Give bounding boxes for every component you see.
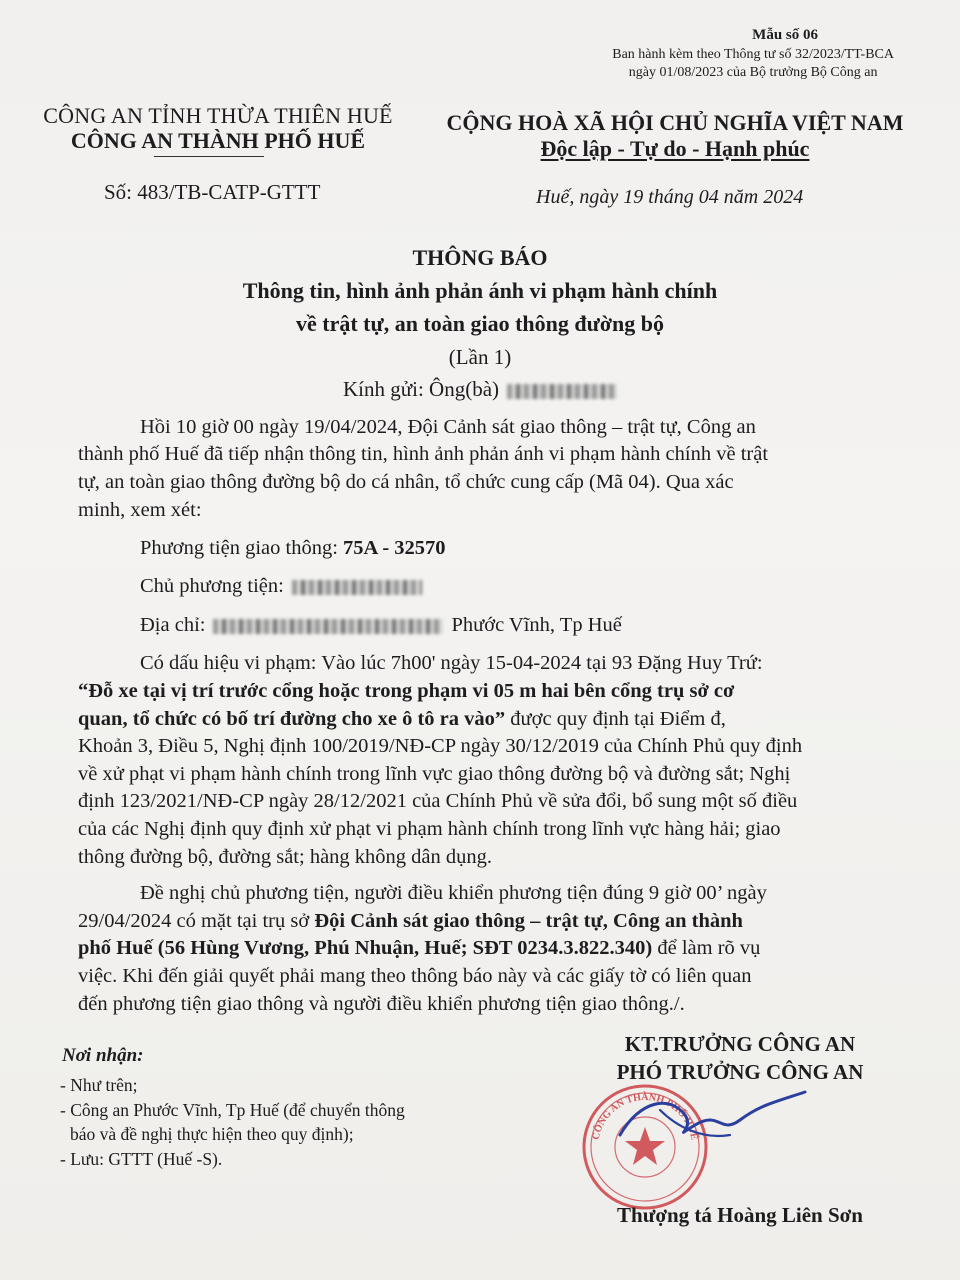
signature-authority: KT.TRƯỞNG CÔNG AN [624,1032,856,1056]
request-line-1: Đề nghị chủ phương tiện, người điều khiển phương tiện đúng 9 giờ 00’ ngày [140,882,767,904]
request-office-address: phố Huế (56 Hùng Vương, Phú Nhuận, Huế; SĐT 0234.3.822.340) [78,937,653,959]
document-subtitle-1: Thông tin, hình ảnh phản ánh vi phạm hành chính [242,278,718,303]
vehicle-label: Phương tiện giao thông: [140,537,344,559]
vehicle-line [140,537,446,560]
form-number: Mẫu số 06 [752,27,818,43]
paragraph-1-line-2: thành phố Huế đã tiếp nhận thông tin, hình ảnh phản ánh vi phạm hành chính về trật [78,443,769,465]
address-label: Địa chỉ: [140,614,206,636]
paragraph-1-line-4: minh, xem xét: [78,499,202,521]
paragraph-1-line-3: tự, an toàn giao thông đường bộ do cá nhân, tổ chức cung cấp (Mã 04). Qua xác [78,471,734,493]
violation-line-4: Khoản 3, Điều 5, Nghị định 100/2019/NĐ-CP ngày 30/12/2019 của Chính Phủ quy định [78,735,803,757]
address-tail: Phước Vĩnh, Tp Huế [451,614,622,636]
agency-parent: CÔNG AN TỈNH THỪA THIÊN HUẾ [43,103,393,128]
request-appear-at: 29/04/2024 có mặt tại trụ sở [78,910,315,932]
request-line-5: đến phương tiện giao thông và người điều khiển phương tiện giao thông./. [78,993,685,1015]
attempt-number: (Lần 1) [448,345,512,369]
request-office: Đội Cảnh sát giao thông – trật tự, Công an thành [314,910,743,932]
recipient-item-2: - Công an Phước Vĩnh, Tp Huế (để chuyển thông [60,1100,405,1120]
request-line-4: việc. Khi đến giải quyết phải mang theo thông báo này và các giấy tờ có liên quan [78,965,752,987]
violation-line-8: thông đường bộ, đường sắt; hàng không dân dụng. [78,846,493,868]
paragraph-1-line-1: Hồi 10 giờ 00 ngày 19/04/2024, Đội Cảnh sát giao thông – trật tự, Công an [140,416,756,438]
recipient-item-2-cont: báo và đề nghị thực hiện theo quy định); [70,1124,354,1144]
violation-line-7: của các Nghị định quy định xử phạt vi phạm hành chính trong lĩnh vực hàng hải; giao [78,818,781,840]
form-issuance-note [612,46,894,82]
form-issuance-line-2: ngày 01/08/2023 của Bộ trưởng Bộ Công an [628,65,878,80]
request-line-2 [78,910,743,933]
handwritten-signature [600,1080,820,1160]
recipient-item-3: - Lưu: GTTT (Huế -S). [60,1149,223,1169]
owner-label: Chủ phương tiện: [140,575,284,597]
request-line-3 [78,937,760,960]
violation-line-3 [78,708,726,731]
agency-name: CÔNG AN THÀNH PHỐ HUẾ [70,128,366,153]
redacted-address [213,619,443,634]
document-number: Số: 483/TB-CATP-GTTT [104,180,321,204]
recipients-heading: Nơi nhận: [62,1045,144,1066]
agency-underline [154,156,264,157]
signer-name: Thượng tá Hoàng Liên Sơn [617,1203,863,1227]
redacted-recipient-name [507,384,617,399]
violation-line-5: về xử phạt vi phạm hành chính trong lĩnh vực giao thông đường bộ và đường sắt; Nghị [78,763,791,785]
violation-line-1: Có dấu hiệu vi phạm: Vào lúc 7h00' ngày 15-04-2024 tại 93 Đặng Huy Trứ: [140,652,763,674]
national-title: CỘNG HOÀ XÃ HỘI CHỦ NGHĨA VIỆT NAM [446,110,904,135]
violation-quote-end: quan, tổ chức có bố trí đường cho xe ô tô ra vào” [78,708,506,730]
recipient-label: Kính gửi: Ông(bà) [342,377,500,401]
signature-title: PHÓ TRƯỞNG CÔNG AN [616,1060,864,1084]
violation-line-6: định 123/2021/NĐ-CP ngày 28/12/2021 của Chính Phủ về sửa đổi, bổ sung một số điều [78,790,798,812]
recipient-item-1: - Như trên; [60,1075,138,1095]
vehicle-plate: 75A - 32570 [343,537,446,559]
document-subtitle-2: về trật tự, an toàn giao thông đường bộ [295,311,664,336]
address-line [140,614,622,637]
document-title: THÔNG BÁO [412,245,548,270]
svg-text:CÔNG AN THÀNH PHỐ HUẾ: CÔNG AN THÀNH PHỐ HUẾ [590,1091,700,1141]
owner-line [140,575,422,598]
form-issuance-line-1: Ban hành kèm theo Thông tư số 32/2023/TT-BCA [612,47,894,62]
recipient-line [0,377,960,402]
violation-regulation: được quy định tại Điểm đ, [505,708,726,730]
redacted-owner-name [292,580,422,595]
violation-line-2: “Đỗ xe tại vị trí trước cổng hoặc trong phạm vi 05 m hai bên cổng trụ sở cơ [78,680,735,702]
request-purpose: để làm rõ vụ [652,937,761,959]
document-date: Huế, ngày 19 tháng 04 năm 2024 [536,186,804,208]
national-motto: Độc lập - Tự do - Hạnh phúc [540,136,810,161]
